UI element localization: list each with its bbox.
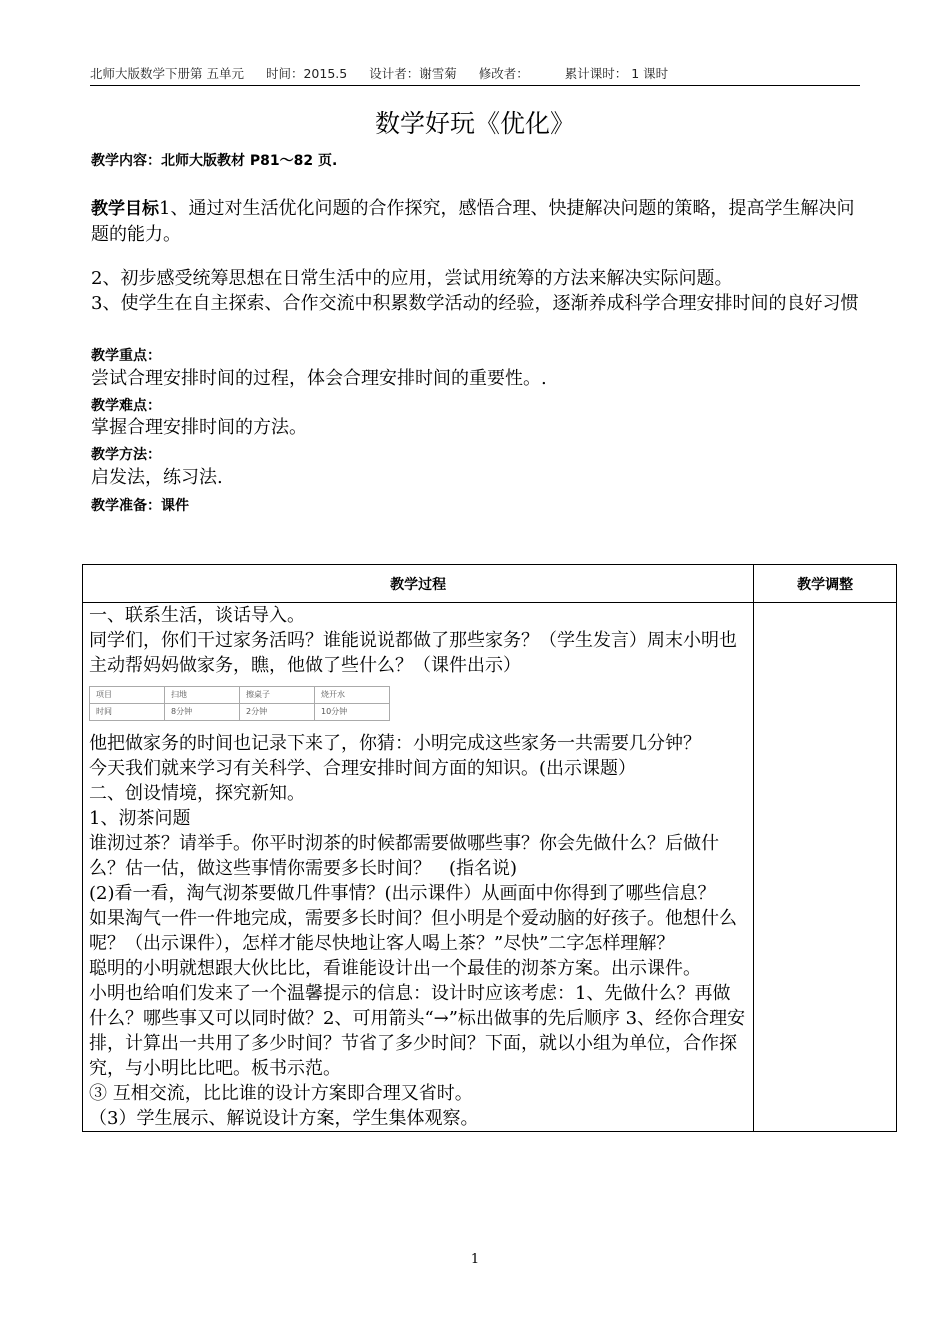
header-total: 累计课时： 1 课时 <box>564 66 669 81</box>
chores-cell: 项目 <box>90 687 165 704</box>
process-line: 小明也给咱们发来了一个温馨提示的信息：设计时应该考虑：1、先做什么？再做什么？哪些事又可以同时做？2、可用箭头“→”标出做事的先后顺序 3、经你合理安排，计算出一共用了多少时间？节省了多少时间？下面，就以小组为单位，合作探究，与小明比比吧。板书示范。 <box>89 983 746 1079</box>
key-points-label: 教学重点： <box>91 348 161 364</box>
process-line: 聪明的小明就想跟大伙比比，看谁能设计出一个最佳的沏茶方案。出示课件。 <box>89 958 701 979</box>
process-line: 如果淘气一件一件地完成，需要多长时间？但小明是个爱动脑的好孩子。他想什么呢？（出示课件），怎样才能尽快地让客人喝上茶？”尽快”二字怎样理解？ <box>89 908 737 954</box>
header-modifier: 修改者： <box>478 66 529 81</box>
goal-2: 2、初步感受统筹思想在日常生活中的应用，尝试用统筹的方法来解决实际问题。 <box>91 268 733 289</box>
process-cell <box>83 603 754 1132</box>
process-line: 他把做家务的时间也记录下来了，你猜：小明完成这些家务一共需要几分钟？ <box>89 733 701 754</box>
process-line: ③ 互相交流，比比谁的设计方案即合理又省时。 <box>89 1083 473 1104</box>
process-line: 今天我们就来学习有关科学、合理安排时间方面的知识。(出示课题） <box>89 758 637 779</box>
process-line: 一、联系生活，谈话导入。 <box>89 605 305 626</box>
methods-text: 启发法，练习法. <box>91 467 223 488</box>
process-line: （3）学生展示、解说设计方案，学生集体观察。 <box>89 1108 479 1129</box>
header-book: 北师大版数学下册第 五单元 <box>90 66 244 81</box>
process-line: (2)看一看，淘气沏茶要做几件事情？(出示课件）从画面中你得到了哪些信息？ <box>89 883 716 904</box>
chores-cell: 时间 <box>90 704 165 721</box>
teaching-content: 教学内容：北师大版教材 P81～82 页. <box>91 153 338 169</box>
page-header <box>90 64 860 86</box>
preparation: 教学准备：课件 <box>91 498 189 514</box>
process-line: 二、创设情境，探究新知。 <box>89 783 305 804</box>
difficulties-label: 教学难点： <box>91 398 161 414</box>
difficulties-text: 掌握合理安排时间的方法。 <box>91 417 307 438</box>
process-header: 教学过程 <box>83 565 754 603</box>
header-designer: 设计者：谢雪菊 <box>369 66 457 81</box>
process-table <box>82 564 897 1132</box>
chores-cell: 10分钟 <box>315 704 390 721</box>
process-line: 1、沏茶问题 <box>89 808 191 829</box>
chores-cell: 2分钟 <box>240 704 315 721</box>
process-line: 谁沏过茶？请举手。你平时沏茶的时候都需要做哪些事？你会先做什么？后做什么？估一估，做这些事情你需要多长时间？ (指名说) <box>89 833 719 879</box>
chores-cell: 擦桌子 <box>240 687 315 704</box>
methods-label: 教学方法： <box>91 447 161 463</box>
adjust-cell <box>754 603 897 1132</box>
chores-cell: 8分钟 <box>165 704 240 721</box>
chores-table <box>89 686 390 721</box>
key-points-text: 尝试合理安排时间的过程，体会合理安排时间的重要性。. <box>91 368 547 389</box>
chores-cell: 烧开水 <box>315 687 390 704</box>
goal-1: 1、通过对生活优化问题的合作探究，感悟合理、快捷解决问题的策略，提高学生解决问题的能力。 <box>91 198 855 245</box>
process-line: 同学们，你们干过家务活吗？谁能说说都做了那些家务？（学生发言）周末小明也主动帮妈妈做家务，瞧，他做了些什么？（课件出示） <box>89 630 737 676</box>
page-number: 1 <box>470 1252 480 1267</box>
teaching-goals <box>91 196 863 248</box>
header-time: 时间：2015.5 <box>265 66 348 81</box>
goal-3: 3、使学生在自主探索、合作交流中积累数学活动的经验，逐渐养成科学合理安排时间的良好习惯 <box>91 293 859 314</box>
adjust-header: 教学调整 <box>754 565 897 603</box>
page-title: 数学好玩《优化》 <box>374 109 575 138</box>
chores-cell: 扫地 <box>165 687 240 704</box>
goals-label: 教学目标 <box>91 199 159 219</box>
